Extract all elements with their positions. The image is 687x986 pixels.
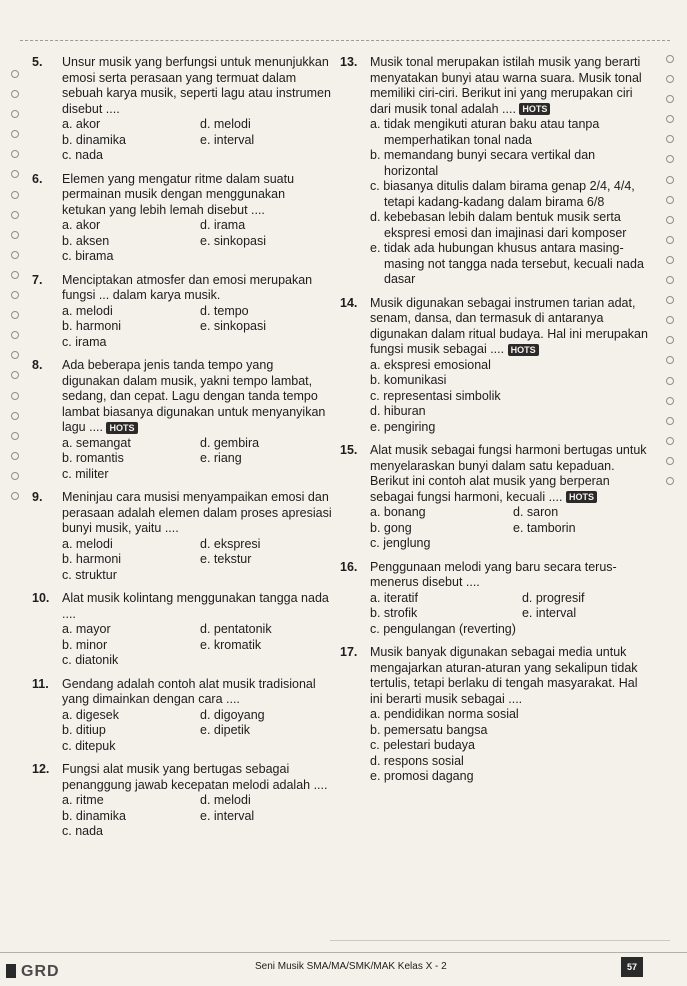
option: d. irama	[200, 218, 246, 232]
option: d. hiburan	[370, 404, 426, 418]
question-number: 10.	[32, 591, 50, 605]
option: e. dipetik	[200, 723, 251, 737]
ring-icon	[666, 477, 674, 485]
question-number: 6.	[32, 171, 43, 186]
option: d. melodi	[200, 117, 251, 131]
ring-icon	[666, 336, 674, 344]
ring-icon	[11, 351, 19, 359]
option: b. pemersatu bangsa	[370, 722, 488, 737]
question-text: Alat musik kolintang menggunakan tangga nada ....	[62, 591, 329, 621]
question-text: Fungsi alat musik yang bertugas sebagai penanggung jawab kecepatan melodi adalah ....	[62, 762, 328, 792]
ring-icon	[666, 316, 674, 324]
option: d. progresif	[521, 590, 585, 605]
ring-icon	[11, 90, 19, 98]
option: e. tidak ada hubungan khusus antara masing-masing not tangga nada tersebut, kecuali nada dasar	[370, 241, 644, 286]
ring-icon	[666, 296, 674, 304]
option: e. interval	[200, 808, 255, 823]
ring-icon	[11, 271, 19, 279]
option: e. promosi dagang	[370, 769, 474, 783]
ring-icon	[666, 437, 674, 445]
question-8	[32, 358, 332, 482]
option: b. memandang bunyi secara vertikal dan horizontal	[370, 148, 596, 178]
option: b. strofik	[370, 606, 418, 620]
option: e. pengiring	[370, 419, 436, 434]
option: b. minor	[62, 637, 108, 652]
page-number: 57	[621, 957, 643, 977]
option: a. semangat	[62, 435, 131, 450]
ring-icon	[11, 311, 19, 319]
question-15	[340, 443, 650, 552]
option: e. sinkopasi	[200, 319, 267, 333]
option: c. pelestari budaya	[370, 738, 475, 752]
option: d. saron	[513, 505, 559, 519]
ring-icon	[666, 55, 674, 63]
option: e. sinkopasi	[200, 233, 267, 248]
question-number: 16.	[340, 559, 358, 574]
ring-icon	[11, 110, 19, 118]
ring-icon	[11, 130, 19, 138]
option: d. ekspresi	[200, 536, 261, 551]
ring-icon	[11, 231, 19, 239]
ring-icon	[11, 251, 19, 259]
option: a. bonang	[370, 505, 426, 519]
publisher-logo: GRD	[6, 963, 60, 981]
right-binding-rings	[663, 55, 677, 485]
option: a. akor	[62, 218, 101, 232]
option: a. iteratif	[370, 590, 418, 605]
ring-icon	[666, 135, 674, 143]
option: e. interval	[521, 606, 577, 620]
option: e. kromatik	[200, 637, 262, 652]
footer-divider	[330, 940, 670, 941]
option: d. melodi	[200, 793, 251, 807]
question-10	[32, 591, 332, 669]
option: e. tamborin	[513, 520, 576, 535]
question-text: Musik banyak digunakan sebagai media untuk mengajarkan aturan-aturan yang sekalipun tidak tertulis, tetapi berlaku di tengah masyarakat. Hal ini berarti musik sebagai ....	[370, 645, 638, 706]
option: c. representasi simbolik	[370, 388, 501, 403]
option: a. ekspresi emosional	[370, 357, 491, 372]
ring-icon	[11, 432, 19, 440]
question-number: 17.	[340, 645, 358, 659]
option: e. riang	[200, 451, 242, 465]
ring-icon	[11, 211, 19, 219]
option: c. birama	[62, 249, 114, 263]
hots-badge: HOTS	[566, 491, 597, 503]
option: d. kebebasan lebih dalam bentuk musik serta ekspresi emosi dan imajinasi dari komposer	[370, 210, 627, 240]
ring-icon	[11, 70, 19, 78]
question-number: 7.	[32, 272, 43, 287]
question-number: 13.	[340, 55, 358, 69]
question-5	[32, 55, 332, 164]
question-number: 11.	[32, 676, 49, 691]
ring-icon	[666, 115, 674, 123]
option: c. pengulangan (reverting)	[370, 621, 516, 636]
ring-icon	[11, 371, 19, 379]
ring-icon	[666, 155, 674, 163]
ring-icon	[11, 392, 19, 400]
option: e. interval	[200, 132, 255, 147]
right-question-column	[340, 55, 650, 793]
ring-icon	[666, 216, 674, 224]
option: a. digesek	[62, 707, 119, 722]
question-number: 9.	[32, 490, 43, 504]
ring-icon	[11, 170, 19, 178]
option: e. tekstur	[200, 552, 252, 566]
question-number: 8.	[32, 358, 43, 372]
question-text: Musik digunakan sebagai instrumen tarian adat, senam, dansa, dan termasuk di antaranya digunakan dalam ritual budaya. Hal ini merupakan fungsi musik sebagai ....	[370, 295, 648, 356]
option: b. dinamika	[62, 132, 126, 147]
ring-icon	[666, 176, 674, 184]
option: b. dinamika	[62, 808, 126, 823]
ring-icon	[11, 150, 19, 158]
ring-icon	[666, 397, 674, 405]
ring-icon	[11, 472, 19, 480]
ring-icon	[666, 276, 674, 284]
page-footer	[0, 952, 687, 985]
ring-icon	[11, 191, 19, 199]
hots-badge: HOTS	[508, 344, 539, 356]
hots-badge: HOTS	[106, 422, 137, 434]
question-7	[32, 273, 332, 351]
left-question-column	[32, 55, 332, 848]
option: a. melodi	[62, 303, 113, 318]
question-13	[340, 55, 650, 288]
book-title: Seni Musik SMA/MA/SMK/MAK Kelas X - 2	[255, 961, 447, 972]
question-text: Unsur musik yang berfungsi untuk menunjukkan emosi serta perasaan yang termuat dalam sebuah karya musik, seperti lagu atau instrumen disebut ....	[62, 55, 331, 116]
ring-icon	[11, 331, 19, 339]
ring-icon	[11, 452, 19, 460]
option: c. ditepuk	[62, 738, 116, 753]
ring-icon	[11, 492, 19, 500]
option: a. melodi	[62, 536, 113, 551]
question-17	[340, 645, 650, 785]
option: b. harmoni	[62, 319, 122, 333]
question-text: Ada beberapa jenis tanda tempo yang digunakan dalam musik, yakni tempo lambat, sedang, dan cepat. Lagu dengan tanda tempo lambat biasanya digunakan untuk menyanyikan lagu ....	[62, 358, 326, 434]
question-number: 15.	[340, 443, 358, 457]
question-number: 14.	[340, 295, 358, 310]
option: d. respons sosial	[370, 753, 464, 768]
hots-badge: HOTS	[519, 103, 550, 115]
option: d. digoyang	[200, 707, 265, 722]
option: c. biasanya ditulis dalam birama genap 2/4, 4/4, tetapi kadang-kadang dalam birama 6/8	[370, 179, 635, 209]
option: b. romantis	[62, 451, 124, 465]
ring-icon	[11, 412, 19, 420]
question-text: Meninjau cara musisi menyampaikan emosi dan perasaan adalah elemen dalam proses apresiasi bunyi musik, yaitu ....	[62, 490, 332, 535]
question-text: Musik tonal merupakan istilah musik yang berarti menyatakan bunyi atau warna suara. Musik tonal memiliki ciri-ciri. Berikut ini yang merupakan ciri dari musik tonal adalah ....	[370, 55, 642, 116]
question-text: Penggunaan melodi yang baru secara terus-menerus disebut ....	[370, 559, 617, 589]
question-number: 12.	[32, 762, 50, 776]
question-6	[32, 172, 332, 265]
ring-icon	[11, 291, 19, 299]
ring-icon	[666, 95, 674, 103]
ring-icon	[666, 256, 674, 264]
ring-icon	[666, 196, 674, 204]
question-text: Alat musik sebagai fungsi harmoni bertugas untuk menyelaraskan bunyi dalam satu kepaduan. Berikut ini contoh alat musik yang berperan sebagai fungsi harmoni, kecuali ....	[370, 443, 647, 504]
ring-icon	[666, 417, 674, 425]
question-12	[32, 762, 332, 840]
ring-icon	[666, 236, 674, 244]
ring-icon	[666, 457, 674, 465]
left-binding-rings	[8, 70, 22, 500]
option: d. gembira	[200, 435, 260, 450]
option: d. pentatonik	[200, 622, 272, 636]
question-16	[340, 560, 650, 638]
option: c. jenglung	[370, 536, 431, 550]
option: b. aksen	[62, 233, 110, 248]
option: b. harmoni	[62, 552, 122, 566]
ring-icon	[666, 377, 674, 385]
question-11	[32, 677, 332, 755]
question-number: 5.	[32, 55, 43, 69]
option: c. nada	[62, 148, 104, 162]
option: b. gong	[370, 520, 412, 535]
option: d. tempo	[200, 303, 249, 318]
option: c. irama	[62, 334, 107, 349]
option: a. akor	[62, 117, 101, 131]
option: a. mayor	[62, 622, 111, 636]
question-text: Elemen yang mengatur ritme dalam suatu permainan musik dengan menggunakan ketukan yang lebih lemah disebut ....	[62, 171, 295, 217]
option: b. ditiup	[62, 723, 106, 737]
ring-icon	[666, 75, 674, 83]
option: c. nada	[62, 824, 104, 838]
option: b. komunikasi	[370, 373, 447, 387]
question-text: Gendang adalah contoh alat musik tradisional yang dimainkan dengan cara ....	[62, 676, 316, 706]
ring-icon	[666, 356, 674, 364]
question-14	[340, 296, 650, 436]
option: a. ritme	[62, 793, 104, 807]
option: c. struktur	[62, 567, 117, 582]
question-9	[32, 490, 332, 583]
option: a. pendidikan norma sosial	[370, 707, 519, 721]
option: c. diatonik	[62, 653, 119, 667]
question-text: Menciptakan atmosfer dan emosi merupakan fungsi ... dalam karya musik.	[62, 272, 313, 302]
option: a. tidak mengikuti aturan baku atau tanpa memperhatikan tonal nada	[370, 117, 600, 147]
option: c. militer	[62, 466, 109, 481]
